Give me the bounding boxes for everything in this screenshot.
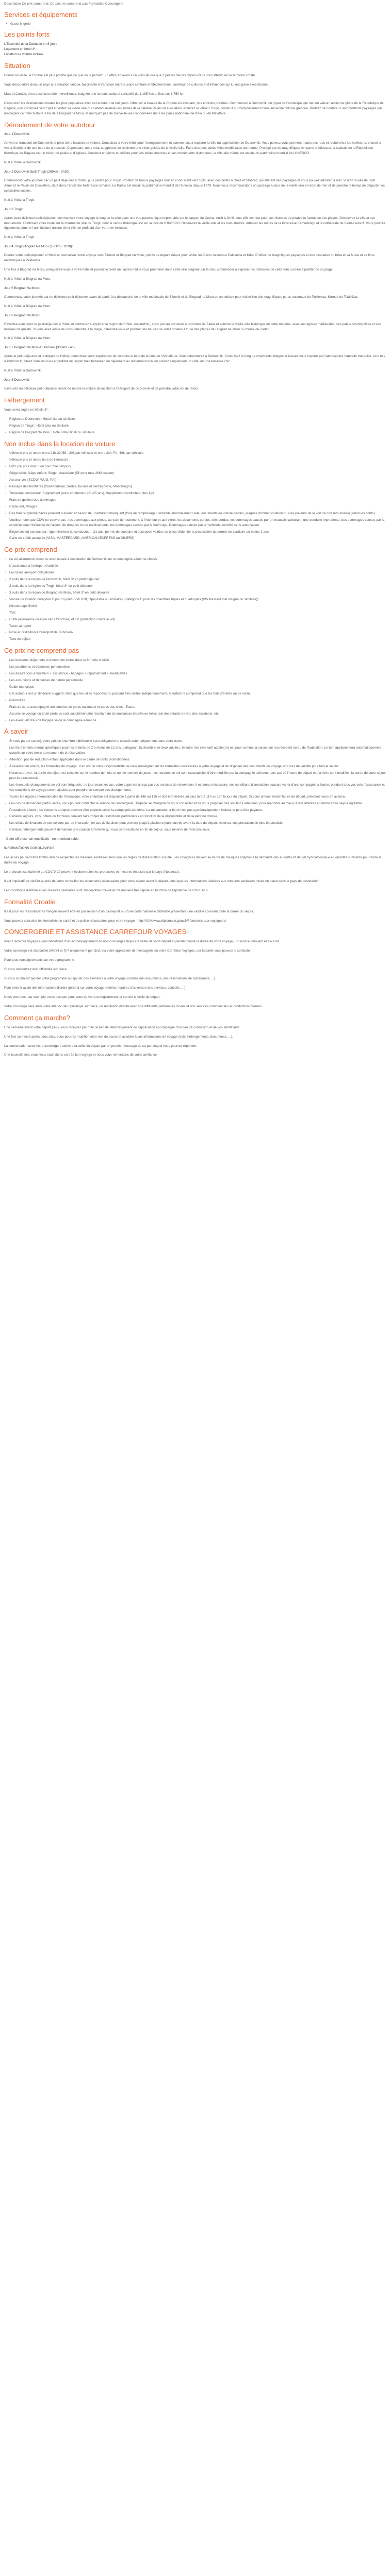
situation-paragraph: Bonne nouvelle, la Croatie est plus proche que ce que vous pensez. Zn effet, en avion il ne vous faudra que 2 petites heures depuis Paris pour atterrir sur le territoire croate. [4, 74, 256, 78]
day-night: Nuit à l'hôtel à Biograd na Moru. [4, 304, 52, 308]
page-description: Description Ce prix comprend: Ce prix ne comprend pas Formalités Concergerie [4, 2, 124, 6]
highlight-1: L'Essentiel de la Dalmatie en 8 jours [4, 42, 58, 46]
price-includes-item: - Kilométrage illimité [9, 604, 387, 609]
price-includes-item: - 2 nuits dans la région de Dubrovnik, hôtel 3* en petit déjeuner [9, 577, 387, 582]
notice-item: - Prestations à bord : les boissons et repas peuvent être payants selon la compagnie aérienne. La restauration à bord n'est pas systématiquement incluse et peut être payante. [9, 808, 387, 813]
how-it-works-text: La conversation avec votre concierge s'activera la veille du départ par un premier message de sa part lequel vous pourrez répondre. [4, 1044, 198, 1048]
concierge-item: Si vous souhaitez ajouter votre programme ou ajouter des éléments à votre voyage (comme des excursions, des réservations de restaurants, ...) [4, 977, 215, 981]
day-night: Nuit à l'hôtel à Trogir. [4, 235, 35, 240]
highlight-item [4, 42, 387, 57]
day-night: Nuit à l'hôtel à Trogir. [4, 198, 35, 202]
not-included-item: - Véhicule pris et rendu hors de l'aéroport [9, 457, 387, 463]
price-excludes-title: Ce prix ne comprend pas [4, 647, 79, 655]
day-text: Après le petit-déjeuner et le départ de l'hôtel, poursuivez votre expérience de conduite le long de la côte de l'Adriatique. Vous retournerez à Dubrovnik. Conduisez le long de charmants villages et laissez-vous inspirer par l'atmosphère naturelle tranquille. Une fois à Dubrovnik, flânez dans les rues et profitez de l'esprit méditerranéen en déjeunant au restaurant local ou prenez simplement un café sur une terrasse chic. [4, 354, 385, 364]
day-text: Arrivée et transport de Dubrovnik et prise de la location de voiture. Conduisez à votre hôtel pour l'enregistrement et commencez à explorer la ville ou appréciation de Dubrovnik. Vous pouvez vous promener dans ses rues et recherchez les meilleures choses à voir à l'intérieur de ses murs de protection. Cependant, nous vous suggérons de rejoindre une visite guidée de la vieille ville. Faire des plus belles villes médiévales du monde. Protégé par de magnifiques remparts médiévaux, la capitale de la République historique de Raguse est un trésor de palais et d'églises. Construit en pierre et célèbre pour ses belles marches et ses monuments historiques, la ville elle même est un site du patrimoine mondial de l'UNESCO. [4, 141, 381, 156]
services-title: Services et équipements [4, 11, 78, 19]
price-excludes-item: - Les Assurances annulation + assistance - bagages + rapatriement + éventualités [9, 671, 387, 676]
concierge-intro: Avec Carrefour Voyages vous bénéficiez d'un accompagnement de nos concierges depuis la veille de votre départ et pendant toute la durée de votre voyage, un service innovant et exclusif. [4, 940, 280, 944]
how-it-works-text: Une semaine avant votre départ (J-7), vous recevrez par mail, le lien de téléchargement de l'application accompagné d'un lien de connexion et de vos identifiants. [4, 1025, 240, 1029]
formalities-text: Il est pour les ressortissants français doivent être en possession d'un passeport ou d'une carte nationale d'identité présentant une validité couvrant toute la durée du séjour. [4, 909, 254, 913]
notice-item: - Si vous partez seul(e), votre prix en chambre individuelle sera obligatoire et calculé automatiquement dans votre devis. [9, 739, 387, 744]
price-includes-list [4, 557, 387, 642]
not-included-item: - Frais de gestion des dommages [9, 498, 387, 503]
non-refundable-note: - Cette offre est non modifiable - non remboursable [4, 837, 79, 841]
highlight-2: Logement en hôtel 3* [4, 47, 36, 52]
price-excludes-list [4, 658, 387, 723]
notice-item: - Les éventuels changements de vol sont fréquents : le jour avant les cas, votre appel est à reçu par vos services de réservation, il est donc nécessaire, vos conditions d'annulation pouvant varier d'une compagnie à l'autre, pendant tous vos vols, l'assurance et vos conditions de voyage seront ajustés pour prendre en compte ces changements. [9, 783, 387, 793]
price-excludes-item: - Les boissons, déjeuners et dîners non inclus dans le formule choisie [9, 658, 387, 663]
price-includes-item: - CDW (assurance collision sans franchise) et TP (protection contre le vol) [9, 617, 387, 622]
situation-paragraph: Vous découvrirez donc un pays à la situation unique, fascinante à transition entre Europe centrale et Méditerranée, carrefour de cultures et d'influences qui lui ont gravé exceptionnel. [4, 82, 269, 87]
price-excludes-item: - Frais de carte accompagné des entrées de parcs nationaux et parcs des sites - Ecarts [9, 705, 387, 710]
day-title: Jour 6 Biograd Na Moru: [4, 313, 40, 317]
coronavirus-text: Le protocole sanitaire lié au COVID-19 peuvent évoluer selon les protocoles et mesures imposés par le pays (Nouveau). [4, 870, 180, 874]
not-included-item: - Exigences du conducteur : âge minimum du conducteur : 21 ans, permis de conduire et passeport valides ou pièce d'identité et possession du permis de conduire au moins 2 ans [9, 530, 387, 535]
price-includes-item: - Le vol aller/retour direct ou avec escale à destination de Dubrovnik sur la compagnie aérienne choisie [9, 557, 387, 562]
not-included-item: - Véhicule pris et rendu entre 21h-22h59 : 30€ par véhicule et entre 23h-7h : 40€ par véhicule [9, 451, 387, 456]
accommodation-item: - Région de Dubrovnik : Hôtel Ivka ou similaire [9, 417, 387, 422]
concierge-contact: Votre concierge est disponible 24h/24 et 7j/7 uniquement par chat, via votre application de messagerie où votre Carrefour Voyages, sur laquelle vous pouvez le contacter : [4, 949, 253, 953]
day-title: Jour 2 Dubrovnik-Split-Trogir (260km - 3h30): [4, 170, 71, 174]
day-title: Jour 8 Dubrovnik: [4, 378, 30, 382]
formalities-text: Vous pouvez consulter les formalités de santé et de police nécessaires pour votre voyage : http://XXX/www.diplomatie.gouv.fr/fr/conseils-aux-voyageurs/ [4, 919, 226, 923]
itinerary-title: Déroulement de votre autotour [4, 121, 95, 129]
not-included-item: - Carte de crédit acceptée (VISA, MASTERCARD, AMERICAN EXPRESS ou DINERS) [9, 536, 387, 541]
how-it-works-text: Une nouvelle fois, nous vous souhaitons un très bon voyage et nous vous remercions de votre confiance [4, 1053, 157, 1057]
accommodation-list [4, 417, 387, 435]
price-excludes-item: - Assurance voyage ou toute perte ou coût supplémentaire résultant de circonstances imprévues telles que des retards de vol, des accidents, etc. [9, 711, 387, 717]
coronavirus-text: Les conditions d'entrée et les mesures sanitaires sont susceptibles d'évoluer de manière très rapide en fonction de l'épidémie de COVID-19. [4, 888, 209, 892]
notice-item: - Les cas de demandes particulières, vous pouvez contacter le service de conciergerie : l'équipe se chargera de vous conseiller et de vous proposer des solutions adaptées, pour répondre au mieux à vos attentes et rendre votre séjour agréable. [9, 801, 387, 806]
day-text: Commencez votre journée par un délicieux petit-déjeuner avant de partir à la découverte de la ville médiévale de Šibenik et de Biograd na Moru ou conduisez pour visiter l'un des magnifiques parcs nationaux de Paklenica, Kornati ou Telašćica. [4, 295, 359, 299]
situation-paragraph: Découvrez les destinations croates les plus populaires avec cet autotour de huit jours. Obtenez la beauté de la Croatie en évoluant, nos endroits préférés. Commencez à Dubrovnik, un joyau de l'Adriatique qui met en valeur l'ancienne gloire de la République de Raguse, puis continuez vers Split et visitez sa vieille ville qui s'étend au-delà des limites de la célèbre Palais de Dioclétien. Admirez la vibrant Trogir, construit sur l'emplacement d'une ancienne colonie grecque. Profitez de nombreux réconfortants paysages qui inscrugent ce riche histoire. Une île à Biograd na Moru, et marquez pas de merveilleuses randonnées dans les parcs nationaux de Krka ou de Plitvitzice. [4, 101, 384, 115]
not-included-title: Non inclus dans la location de voiture [4, 439, 116, 448]
price-includes-item: - 3 nuits dans la région de Biograd Na Moru, hôtel 3* en petit déjeuner [9, 590, 387, 596]
notice-item: - Certains séjours, vols, hôtels ou formules peuvent faire l'objet de restrictions particulières en fonction de la disponibilité et de la période choisie. [9, 814, 387, 819]
price-includes-title: Ce prix comprend [4, 546, 57, 554]
not-included-item: - GPS (3€ pour max 3 ou pour max 3€/jour) [9, 464, 387, 469]
concierge-outro: Votre concierge sera ainsi votre interlocuteur privilégié sur place, de résolution directe avec nos différents partenaires locaux et nos services commerciaux et production internes. [4, 1004, 263, 1008]
day-night: Nuit à l'hôtel à Dubrovnik. [4, 369, 42, 373]
price-includes-item: - Prise et restitution à l'aéroport de Dubrovnik [9, 630, 387, 635]
not-included-item: - Troisième conducteur, Supplément jeune conducteur (21-25 ans), Supplément conducteur plus âgé [9, 491, 387, 496]
notice-item: - Horaires du vol : la durée du séjour est calculée sur le nombre de nuits et non le nombre de jours ; les horaires de vol sont susceptibles d'être modifiés par la compagnie aérienne. Les cas où l'heure de départ et d'arrivée sont modifiés, la durée de votre séjour peut être raccourcie. [9, 771, 387, 781]
concierge-outro: Nous pourrons, par exemple, nous occuper pour vous de votre enregistrement et cet été la veille du départ. [4, 995, 161, 999]
day-text: Commencez votre journée par un petit déjeuner à l'hôtel, puis partez pour Trogir. Profitez de beaux paysages tout en conduisant vers Split, avec des arrêts à Omiš et Stobreč, qui allèrent des paysages et vous pouvez admirer la mer. Visitez la ville de Split. Admirez le Palais de Dioclétien, situé dans l'ancienne forteresse romaine. Le Palais est inscrit au patrimoine mondial de l'Unesco depuis 1979. Nous vous recommandons un passage autour de la vieille ville en bord de mer et de prendre le temps de déguster les spécialités locales. [4, 179, 385, 193]
day-night: Nuit à l'hôtel à Biograd na Moru. [4, 336, 52, 341]
day-title: Jour 1 Dubrovnik: [4, 132, 30, 137]
coronavirus-text: Les accès peuvent être limités afin de respecter les mesures sanitaires ainsi que les règles de distanciation sociale. Les voyageurs doivent se munir de masques adaptés à la demande des autorités et de gel hydroalcoolique en quantité suffisante pour toute la durée du voyage. [4, 856, 382, 865]
day-text: Une fois à Biograd na Moru, enregistrez-vous à votre hôtel et passez le reste de l'après-midi à vous promener dans cette ville baignée par la mer, commencer à explorer les richesses de cette ville ou bien à profiter de sa plage. [4, 268, 334, 272]
day-night: Nuit à l'hôtel à Biograd na Moru. [4, 277, 52, 281]
notice-item: - Toutes les régions internationales de l'Adriatique, votre chambre est disponible à partir de 14h ou 15h et doit être libérée au plus tard à 11h ou 12h le jour du départ. Si vous arrivez avant l'heure de départ, prévenez-vous en avance. [9, 794, 387, 800]
not-included-item: - Des frais supplémentaires peuvent survenir en raison de : carburant manquant (frais de remplissage), véhicule anormalement sale, documents de voiture perdus, plaques d'immatriculation ou clés (valeurs de la voiture non rétournées) (selon les coûts) [9, 511, 387, 516]
price-excludes-item: - Les éventuels frais de bagage selon la compagnie aérienne [9, 718, 387, 723]
not-included-item: - Carburant, Péages [9, 504, 387, 510]
day-title: Jour 5 Biograd Na Moru: [4, 286, 40, 290]
coronavirus-text: Il est impératif de vérifier auprès de votre conseiller les documents nécessaires pour votre séjour avant le départ, ainsi que les informations relatives aux mesures sanitaires mises en place dans le pays de destination. [4, 879, 320, 883]
day-text: Prenez votre petit-déjeuner à l'hôtel et poursuivez votre voyage vers Šibenik et Biograd na Moru, points de départ idéaux pour visiter les Parcs nationaux Paklenica et Krka. Profitez de magnifiques paysages et des cascades du Krka et sa faune et sa flore endémiques à Paklenica. [4, 253, 375, 263]
price-includes-item: - Taxe de séjour [9, 637, 387, 642]
formalities-title: Formalité Croatie [4, 897, 56, 906]
price-includes-item: - Taxes aéroport [9, 624, 387, 629]
price-includes-item: - Les taxes aéroport obligatoires [9, 570, 387, 575]
notice-item: - Les lits d'enfants seront spécifiques pour les enfants de 2 à moins de 12 ans, partageant la chambre de deux adultes. Si votre mot (voir tarif adultes) la est pour comme la saison sur la précédent ou du de l'habitation. Le tarif appliqué sera automatiquement calculé sur votre devis au moment de la réservation. [9, 745, 387, 756]
price-excludes-item: - Les excursions et dépenses de nature personnelle [9, 678, 387, 683]
day-text: Réveillez-vous avec le petit-déjeuner à l'hôtel et continuez à explorer la région de l'hôtel. Aujourd'hui, vous pouvez conduire à proximité de Zadar et admirer la vieille ville historique de cette romaine, avec ses églises médiévales, ses palais cosmopolites et ses musées de qualité. Si vous avez envie de vous détendre à la plage, détendez-vous et profitez des heures de soleil croates à l'une des plages de Biograd na Moru ou même de Zadar. [4, 322, 381, 331]
price-includes-item: - L'assistance à l'aéroport d'arrivée [9, 564, 387, 569]
notice-list [4, 739, 387, 833]
day-night: Nuit à l'hôtel à Dubrovnik. [4, 161, 42, 165]
notice-item: - Attention, pas de réduction enfant applicable dans le cadre de tarifs promotionnels. [9, 757, 387, 762]
not-included-list [4, 451, 387, 541]
notice-item: - Les délais de livraison de ces séjours par ou interaction en cas de livraison peut prendre jusqu'à plusieurs jours ouvrés avant la date du départ, réservez vos prestations le plus tôt possible. [9, 821, 387, 826]
notice-title: À savoir [4, 727, 28, 736]
concierge-item: Si vous rencontrez des difficultés sur place [4, 968, 67, 972]
coronavirus-heading: INFORMATIONS CORONAVIRUS [4, 846, 55, 851]
service-item: • Guest lingerie [4, 22, 387, 26]
price-excludes-item: - Guide touristique [9, 685, 387, 690]
not-included-item: - Siège bébé, Siège enfant, Siège rehausseur (5€ pour max 30€/location) [9, 471, 387, 476]
notice-item: - Certains hébergements peuvent demander une caution à l'arrivée qui vous sera restituée en fin de séjour, sous réserve de l'état des lieux. [9, 827, 387, 833]
page [0, 0, 391, 1082]
notice-item: - À réserver en amont, les formalités de voyage : il en est de votre responsabilité de vous renseigner sur les formalités nécessaires à votre voyage et de disposer des documents de voyage en cours de validité pour tout le séjour. [9, 764, 387, 769]
price-excludes-item: - Pourboires [9, 698, 387, 703]
price-includes-item: - TVA [9, 611, 387, 616]
highlight-3: Location de voiture incluse [4, 53, 43, 57]
not-included-item: - Assurances (SCDW, WUG, PAI) [9, 478, 387, 483]
accommodation-item: - Région de Biograd Na Moru : Hôtel Villa Dinali ou similaire [9, 430, 387, 435]
accommodation-item: - Région de Trogir : Hôtel Ivka ou similaire [9, 423, 387, 429]
highlights-title: Les points forts [4, 30, 50, 39]
situation-paragraph: Mais la Croatie, c'est aussi une côte merveilleuse, baignée une la sentit culturel constellé de 1 185 îles et îlots sur 1 750 km. [4, 92, 186, 96]
accommodation-intro: Vous serez logés en hôtels 3*: [4, 408, 48, 412]
not-included-item: - Veuillez noter que CDW ne couvre pas : les dommages aux pneus, au train de roulement, à l'intérieur et aux vitres, les documents perdus, clés perdus, les dommages causés par un mauvais carburant, une conduite imprudente, des dommages causés par la conduite sous l'influence de l'alcool, de drogues ou de médicaments, les dommages causés par le feu/rouge, Dommages causés par un véhicule contrôlé sans autorisation [9, 518, 387, 528]
day-title: Jour 4 Trogir-Biograd Na Moru (130km - 1h30): [4, 245, 73, 249]
how-it-works-title: Comment ça marche? [4, 1013, 70, 1022]
day-title: Jour 7 Biograd Na Moru-Dubrovnik (330km - 4h): [4, 346, 76, 350]
situation-title: Situation [4, 62, 30, 70]
price-includes-item: - Voiture de location catégorie C pour 8 jours (VW Golf, Opel Astra ou similaire), (catégorie E pour les chambres triples et quadruples (VW Passat/Opel Insigna ou similaire)) [9, 597, 387, 602]
concierge-item: Pour obtenir avant des informations d'ordre général sur votre voyage (météo, horaires d'ouverture des services, conseils, ...) [4, 986, 186, 990]
day-text: Savourez un délicieux petit-déjeuner avant de rendre la voiture de location à l'aéroport de Dubrovnik et de prendre votre vol de retour. [4, 386, 199, 391]
price-includes-item: - 2 nuits dans la région de Trogir, hôtel 3* en petit déjeuner [9, 584, 387, 589]
price-excludes-item: - Cet autotour est un itinéraire suggéré. Bien que les villes reportées ou passant être visitée indépendamment, le forfait ne comprend que les frais d'entrée ou de visite. [9, 691, 387, 697]
accommodation-title: Hébergement [4, 396, 45, 404]
concierge-title: CONCERGERIE ET ASSISTANCE CARREFOUR VOYAGES [4, 928, 187, 936]
not-included-item: - Passage des frontières (transfrontalier, Serbie, Bosnie et Herzégovine, Monténégro) [9, 484, 387, 489]
day-text: Après votre délicieux petit-déjeuner, commencez votre voyage le long de la côte avec une vue panoramique imprenable sur le canyon de Cetina. Arrêt à Omiš, une ville connue pour ses histoires de pirates et l'attrait de ses plages. Découvrez la ville et ses monuments. Continuez votre route sur la charmante ville de Trogir, dont le centre historique est sur la liste de l'UNESCO. Découvrez la vieille ville et les rues étroites. Admirez les ruines de la forteresse Kamerlengo et la cathédrale de Saint-Laurent. Vous pourrez également admirer l'architecture unique de la ville en profitant d'un verre en terrasse. [4, 216, 385, 230]
price-excludes-item: - Les pourboires et dépenses personnelles [9, 665, 387, 670]
how-it-works-text: Une fois connecté après deux clics, vous pourrez modifier votre mot de passe et accéder à vos informations de voyage (vols, hébergements, documents, ...). [4, 1035, 233, 1039]
day-title: Jour 3 Trogir: [4, 207, 24, 211]
concierge-item: Pour tous renseignements sur votre programme [4, 958, 74, 962]
